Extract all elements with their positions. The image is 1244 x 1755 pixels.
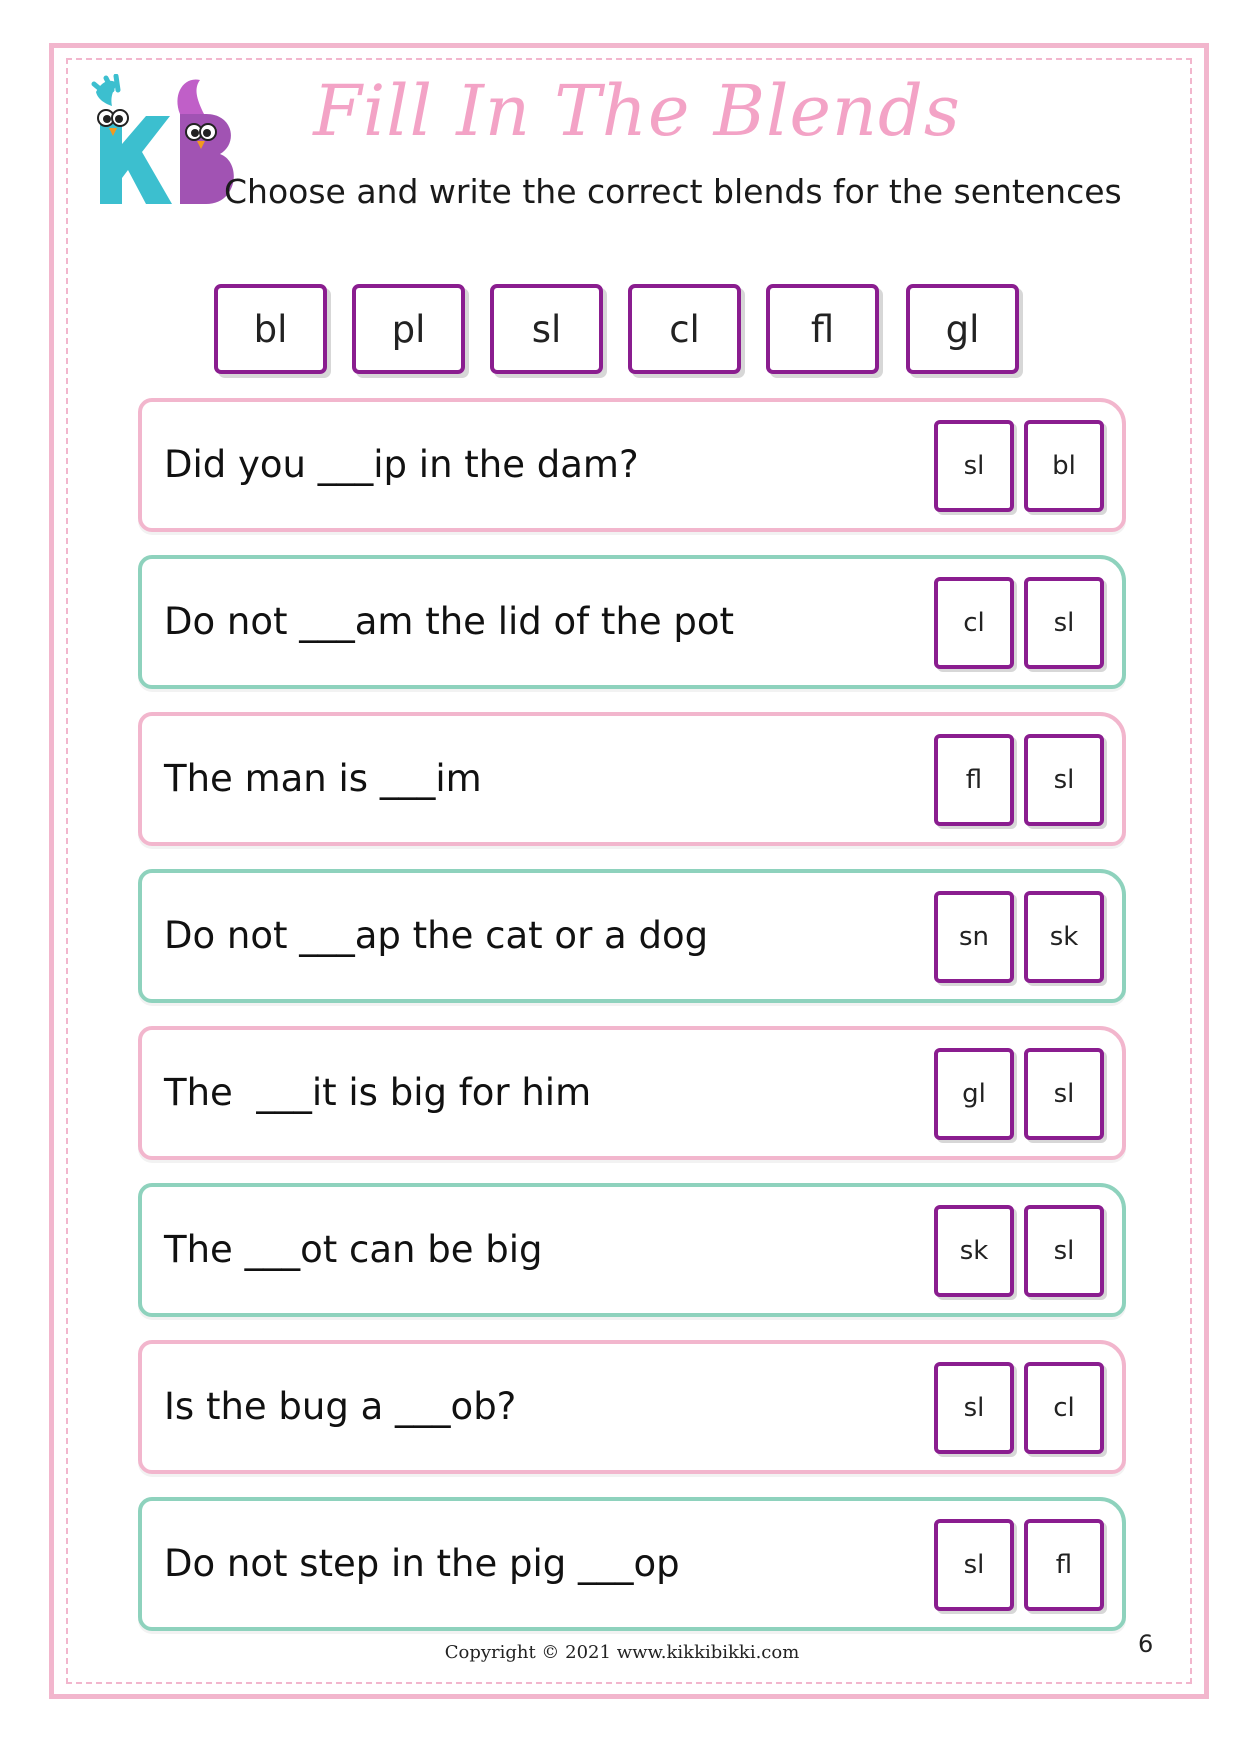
blend-option[interactable]: sl — [934, 1362, 1014, 1454]
sentence-row — [138, 869, 1126, 1003]
word-bank-item: gl — [906, 284, 1019, 374]
blend-option[interactable]: fl — [1024, 1519, 1104, 1611]
word-bank-item: cl — [628, 284, 741, 374]
sentence-text: Did you ___ip in the dam? — [164, 443, 639, 486]
page-title: Fill In The Blends — [313, 70, 961, 152]
sentence-text: The ___it is big for him — [164, 1071, 592, 1114]
instructions: Choose and write the correct blends for the sentences — [224, 172, 1122, 211]
word-bank-item: sl — [490, 284, 603, 374]
blend-option[interactable]: sk — [1024, 891, 1104, 983]
blend-option[interactable]: cl — [934, 577, 1014, 669]
blend-option[interactable]: fl — [934, 734, 1014, 826]
blend-option[interactable]: sl — [934, 420, 1014, 512]
blend-option[interactable]: sl — [1024, 577, 1104, 669]
sentence-text: Is the bug a ___ob? — [164, 1385, 517, 1428]
sentence-text: Do not ___ap the cat or a dog — [164, 914, 709, 957]
blend-option[interactable]: sk — [934, 1205, 1014, 1297]
sentence-text: Do not ___am the lid of the pot — [164, 600, 735, 643]
sentence-row — [138, 1497, 1126, 1631]
sentence-text: The ___ot can be big — [164, 1228, 543, 1271]
blend-option[interactable]: cl — [1024, 1362, 1104, 1454]
sentence-row — [138, 1340, 1126, 1474]
word-bank-item: fl — [766, 284, 879, 374]
sentence-row — [138, 1183, 1126, 1317]
page-number: 6 — [1138, 1630, 1154, 1658]
word-bank-item: pl — [352, 284, 465, 374]
sentence-row — [138, 712, 1126, 846]
blend-option[interactable]: sl — [934, 1519, 1014, 1611]
sentence-row — [138, 1026, 1126, 1160]
blend-option[interactable]: sn — [934, 891, 1014, 983]
sentence-text: Do not step in the pig ___op — [164, 1542, 680, 1585]
blend-option[interactable]: bl — [1024, 420, 1104, 512]
blend-option[interactable]: sl — [1024, 734, 1104, 826]
blend-option[interactable]: sl — [1024, 1048, 1104, 1140]
word-bank-item: bl — [214, 284, 327, 374]
sentence-row — [138, 555, 1126, 689]
copyright-notice: Copyright © 2021 www.kikkibikki.com — [444, 1642, 800, 1663]
blend-option[interactable]: sl — [1024, 1205, 1104, 1297]
sentence-row — [138, 398, 1126, 532]
sentence-text: The man is ___im — [164, 757, 482, 800]
blend-option[interactable]: gl — [934, 1048, 1014, 1140]
